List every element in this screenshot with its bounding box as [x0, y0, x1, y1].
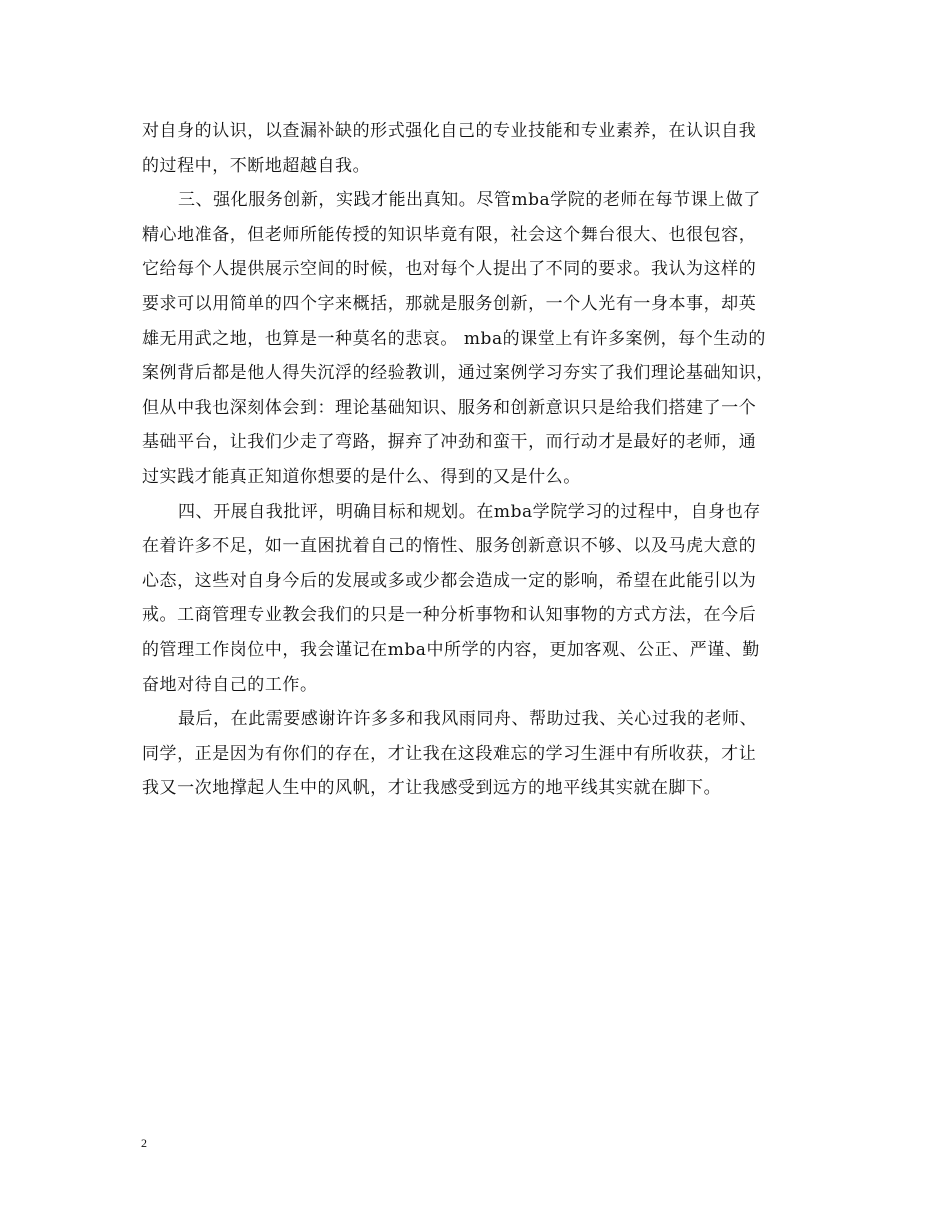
paragraph-start-line: 四、开展自我批评，明确目标和规划。在mba学院学习的过程中，自身也存 [178, 501, 761, 522]
text-line: 要求可以用简单的四个字来概括，那就是服务创新，一个人光有一身本事，却英 [142, 293, 757, 314]
text-line: 的过程中，不断地超越自我。 [142, 155, 371, 176]
text-line: 过实践才能真正知道你想要的是什么、得到的又是什么。 [142, 466, 581, 487]
text-line: 我又一次地撑起人生中的风帆，才让我感受到远方的地平线其实就在脚下。 [142, 778, 722, 799]
text-line: 对自身的认识，以查漏补缺的形式强化自己的专业技能和专业素养，在认识自我 [142, 121, 757, 141]
text-line: 心态，这些对自身今后的发展或多或少都会造成一定的影响，希望在此能引以为 [142, 570, 757, 591]
paragraph-start-line: 最后，在此需要感谢许许多多和我风雨同舟、帮助过我、关心过我的老师、 [178, 709, 758, 730]
text-line: 奋地对待自己的工作。 [142, 674, 318, 695]
text-line: 的管理工作岗位中，我会谨记在mba中所学的内容，更加客观、公正、严谨、勤 [142, 639, 760, 660]
text-line: 案例背后都是他人得失沉浮的经验教训，通过案例学习夯实了我们理论基础知识， [142, 363, 774, 384]
text-line: 同学，正是因为有你们的存在，才让我在这段难忘的学习生涯中有所收获，才让 [142, 743, 757, 764]
text-line: 在着许多不足，如一直困扰着自己的惰性、服务创新意识不够、以及马虎大意的 [142, 536, 757, 557]
page-number: 2 [141, 1136, 147, 1150]
text-line: 戒。工商管理专业教会我们的只是一种分析事物和认知事物的方式方法，在今后 [142, 605, 757, 626]
body-text [142, 114, 827, 806]
text-line: 它给每个人提供展示空间的时候，也对每个人提出了不同的要求。我认为这样的 [142, 259, 757, 280]
text-line: 基础平台，让我们少走了弯路，摒弃了冲劲和蛮干，而行动才是最好的老师，通 [142, 432, 757, 453]
text-line: 但从中我也深刻体会到：理论基础知识、服务和创新意识只是给我们搭建了一个 [142, 397, 757, 418]
text-line: 精心地准备，但老师所能传授的知识毕竟有限，社会这个舞台很大、也很包容， [142, 224, 757, 245]
paragraph-start-line: 三、强化服务创新，实践才能出真知。尽管mba学院的老师在每节课上做了 [178, 190, 761, 211]
text-line: 雄无用武之地，也算是一种莫名的悲哀。 mba的课堂上有许多案例，每个生动的 [142, 328, 766, 349]
